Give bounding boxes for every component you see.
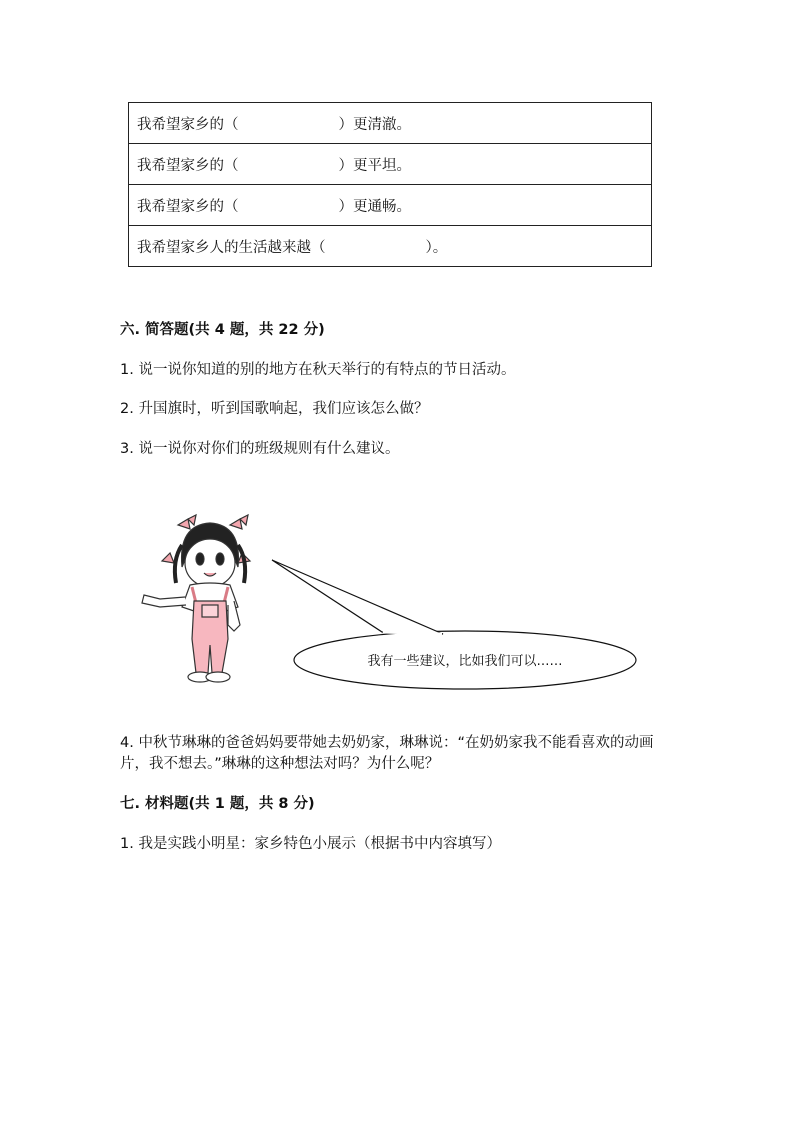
table-cell <box>129 144 652 185</box>
table-cell <box>129 103 652 144</box>
cell-suffix: ）更平坦。 <box>338 157 411 174</box>
question-6-1: 1. 说一说你知道的别的地方在秋天举行的有特点的节日活动。 <box>120 362 516 378</box>
girl-figure <box>142 515 250 682</box>
table-cell <box>129 185 652 226</box>
table-row <box>129 103 652 144</box>
speech-bubble <box>272 560 636 689</box>
cell-prefix: 我希望家乡的（ <box>137 157 239 174</box>
question-7-1: 1. 我是实践小明星：家乡特色小展示（根据书中内容填写） <box>120 836 501 852</box>
girl-illustration <box>130 505 650 695</box>
table-row <box>129 226 652 267</box>
table-row <box>129 144 652 185</box>
cell-suffix: ）更清澈。 <box>338 116 411 133</box>
wish-table <box>128 102 652 267</box>
cell-suffix: ）更通畅。 <box>338 198 411 215</box>
section-6-heading: 六. 简答题(共 4 题，共 22 分) <box>120 322 325 338</box>
question-6-3: 3. 说一说你对你们的班级规则有什么建议。 <box>120 441 400 457</box>
cell-prefix: 我希望家乡的（ <box>137 198 239 215</box>
question-6-2: 2. 升国旗时，听到国歌响起，我们应该怎么做？ <box>120 401 429 417</box>
bubble-text: 我有一些建议，比如我们可以…… <box>367 654 563 669</box>
section-7-heading: 七. 材料题(共 1 题，共 8 分) <box>120 796 315 812</box>
cell-suffix: ）。 <box>425 239 448 256</box>
question-6-4: 4. 中秋节琳琳的爸爸妈妈要带她去奶奶家，琳琳说：“在奶奶家我不能看喜欢的动画片，我不想去。”琳琳的这种想法对吗？为什么呢？ <box>120 735 654 772</box>
table-row <box>129 185 652 226</box>
cell-prefix: 我希望家乡人的生活越来越（ <box>137 239 326 256</box>
cell-prefix: 我希望家乡的（ <box>137 116 239 133</box>
table-cell <box>129 226 652 267</box>
